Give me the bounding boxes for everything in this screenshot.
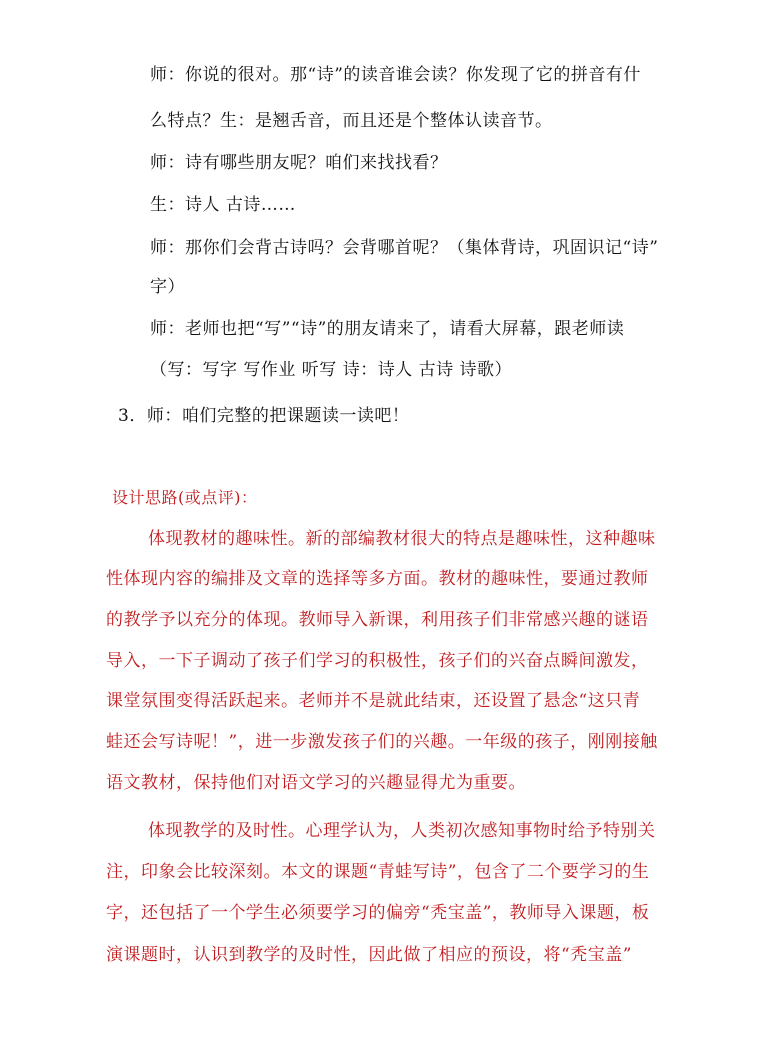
dialogue-line-8: （写：写字 写作业 听写 诗：诗人 古诗 诗歌） [150, 360, 513, 380]
dialogue-line-5: 师：那你们会背古诗吗？会背哪首呢？（集体背诗，巩固识记“诗” [150, 238, 659, 258]
paragraph1-line-3: 的教学予以充分的体现。教师导入新课，利用孩子们非常感兴趣的谜语 [106, 610, 649, 630]
dialogue-line-6: 字） [150, 277, 185, 297]
paragraph1-line-5: 课堂氛围变得活跃起来。老师并不是就此结束，还设置了悬念“这只青 [106, 691, 641, 711]
paragraph1-line-1: 体现教材的趣味性。新的部编教材很大的特点是趣味性，这种趣味 [148, 529, 656, 549]
paragraph1-line-6: 蛙还会写诗呢！”，进一步激发孩子们的兴趣。一年级的孩子，刚刚接触 [106, 732, 658, 752]
dialogue-line-2: 么特点？生：是翘舌音，而且还是个整体认读音节。 [150, 111, 553, 131]
paragraph1-line-7: 语文教材，保持他们对语文学习的兴趣显得尤为重要。 [106, 773, 526, 793]
paragraph2-line-3: 字，还包括了一个学生必须要学习的偏旁“秃宝盖”，教师导入课题，板 [106, 903, 650, 923]
dialogue-line-1: 师：你说的很对。那“诗”的读音谁会读？你发现了它的拼音有什 [150, 65, 641, 85]
paragraph2-line-1: 体现教学的及时性。心理学认为，人类初次感知事物时给予特别关 [148, 821, 656, 841]
dialogue-line-3: 师：诗有哪些朋友呢？咱们来找找看？ [150, 153, 448, 173]
paragraph2-line-2: 注，印象会比较深刻。本文的课题“青蛙写诗”，包含了二个要学习的生 [106, 862, 650, 882]
dialogue-line-7: 师：老师也把“写”“诗”的朋友请来了，请看大屏幕，跟老师读 [150, 319, 625, 339]
paragraph1-line-4: 导入，一下子调动了孩子们学习的积极性，孩子们的兴奋点瞬间激发， [106, 651, 649, 671]
step-3-line: 3．师：咱们完整的把课题读一读吧！ [118, 406, 410, 426]
design-rationale-title: 设计思路(或点评)： [112, 488, 258, 507]
paragraph1-line-2: 性体现内容的编排及文章的选择等多方面。教材的趣味性，要通过教师 [106, 569, 649, 589]
paragraph2-line-4: 演课题时，认识到教学的及时性，因此做了相应的预设，将“秃宝盖” [106, 945, 632, 965]
dialogue-line-4: 生：诗人 古诗…… [150, 195, 296, 215]
